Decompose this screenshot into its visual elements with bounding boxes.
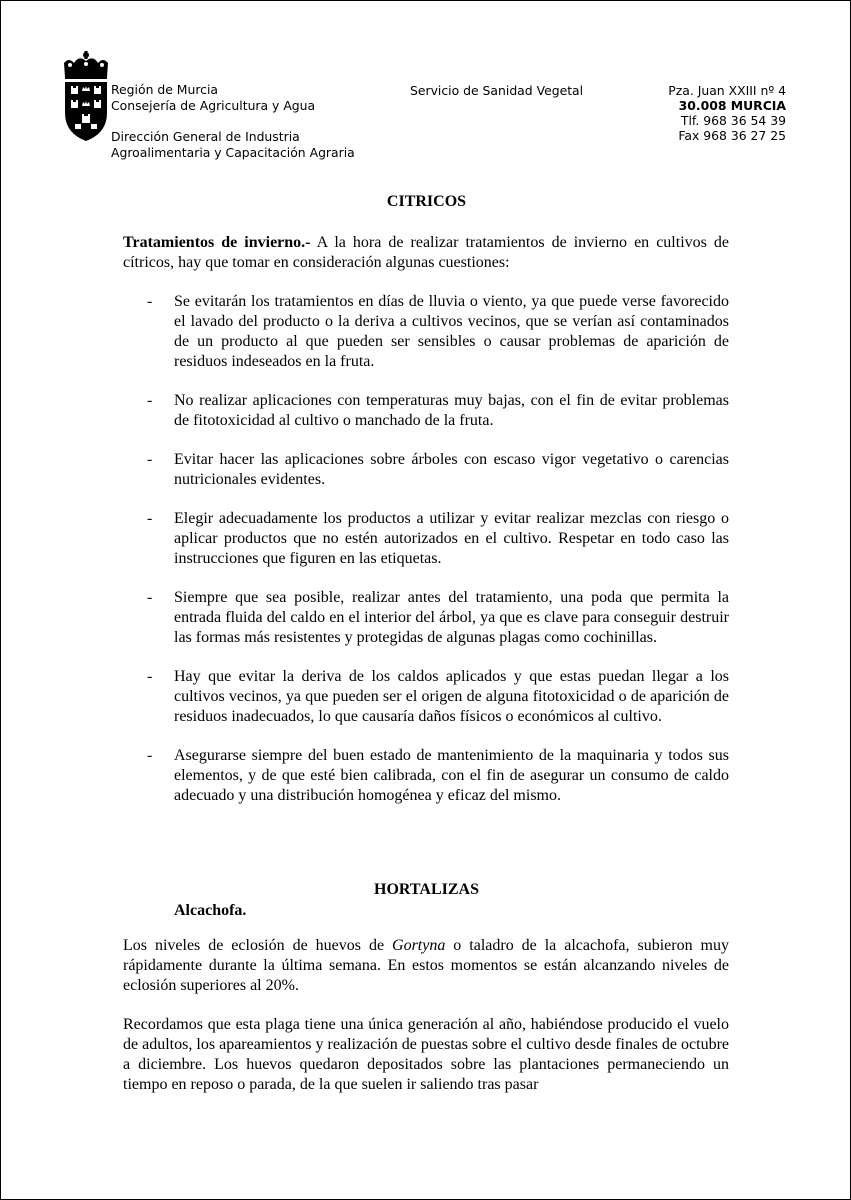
region-murcia-coat-of-arms-icon [61,51,111,143]
list-item: - Evitar hacer las aplicaciones sobre árboles con escaso vigor vegetativo o carencias nutricionales evidentes. [147,451,729,488]
org-ministry: Consejería de Agricultura y Agua [111,98,316,113]
header-contact [668,83,786,143]
intro-heading: Tratamientos de invierno.- [123,234,311,251]
address-street: Pza. Juan XXIII nº 4 [668,83,786,98]
dept-line-2: Agroalimentaria y Capacitación Agraria [111,145,355,160]
citricos-bullet-list [147,292,729,825]
header-service: Servicio de Sanidad Vegetal [410,83,584,98]
list-item: - Hay que evitar la deriva de los caldos aplicados y que estas puedan llegar a los cultivos vecinos, ya que pueden ser el origen de alguna fitotoxicidad o de aparición de residuos inadecuados, lo que causaría daños físicos o económicos al cultivo. [147,668,729,725]
org-region: Región de Murcia [111,82,218,97]
header-organization [111,82,355,161]
alcachofa-paragraph-2: Recordamos que esta plaga tiene una única generación al año, habiéndose producido el vuelo de adultos, los apareamientos y realización de puestas sobre el cultivo desde finales de octubre a diciembre. Los huevos quedaron depositados sobre las plantaciones permaneciendo un tiempo en reposo o parada, de la que suelen ir saliendo tras pasar [123,1016,729,1093]
dept-line-1: Dirección General de Industria [111,129,300,144]
phone-number: Tlf. 968 36 54 39 [680,113,786,128]
address-city: 30.008 MURCIA [678,98,786,113]
intro-text: A la hora de realizar tratamientos de invierno en cultivos de cítricos, hay que tomar en consideración algunas cuestiones: [123,234,729,271]
subsection-title-alcachofa: Alcachofa. [174,902,247,919]
list-item: - Elegir adecuadamente los productos a utilizar y evitar realizar mezclas con riesgo o aplicar productos que no estén autorizados en el cultivo. Respetar en todo caso las instrucciones que figuren en las etiquetas. [147,510,729,567]
citricos-intro [123,233,729,273]
list-item: - Asegurarse siempre del buen estado de mantenimiento de la maquinaria y todos sus elementos, y de que esté bien calibrada, con el fin de asegurar un consumo de caldo adecuado y una distribución homogénea y eficaz del mismo. [147,747,729,804]
section-title-citricos: CITRICOS [386,193,467,210]
alcachofa-paragraph-1: Los niveles de eclosión de huevos de Gortyna o taladro de la alcachofa, subieron muy rápidamente durante la última semana. En estos momentos se están alcanzando niveles de eclosión superiores al 20%. [123,937,729,994]
section-title-hortalizas: HORTALIZAS [374,881,479,898]
list-item: - No realizar aplicaciones con temperaturas muy bajas, con el fin de evitar problemas de fitotoxicidad al cultivo o manchado de la fruta. [147,392,729,429]
species-name: Gortyna [392,937,446,954]
list-item: - Se evitarán los tratamientos en días de lluvia o viento, ya que puede verse favorecido el lavado del producto o la deriva a cultivos vecinos, que se verían así contaminados de un producto al que pueden ser sensibles o causar problemas de aparición de residuos indeseados en la fruta. [147,293,729,370]
list-item: - Siempre que sea posible, realizar antes del tratamiento, una poda que permita la entrada fluida del caldo en el interior del árbol, ya que es clave para conseguir destruir las formas más resistentes y protegidas de algunas plagas como cochinillas. [147,589,729,646]
fax-number: Fax 968 36 27 25 [678,128,786,143]
